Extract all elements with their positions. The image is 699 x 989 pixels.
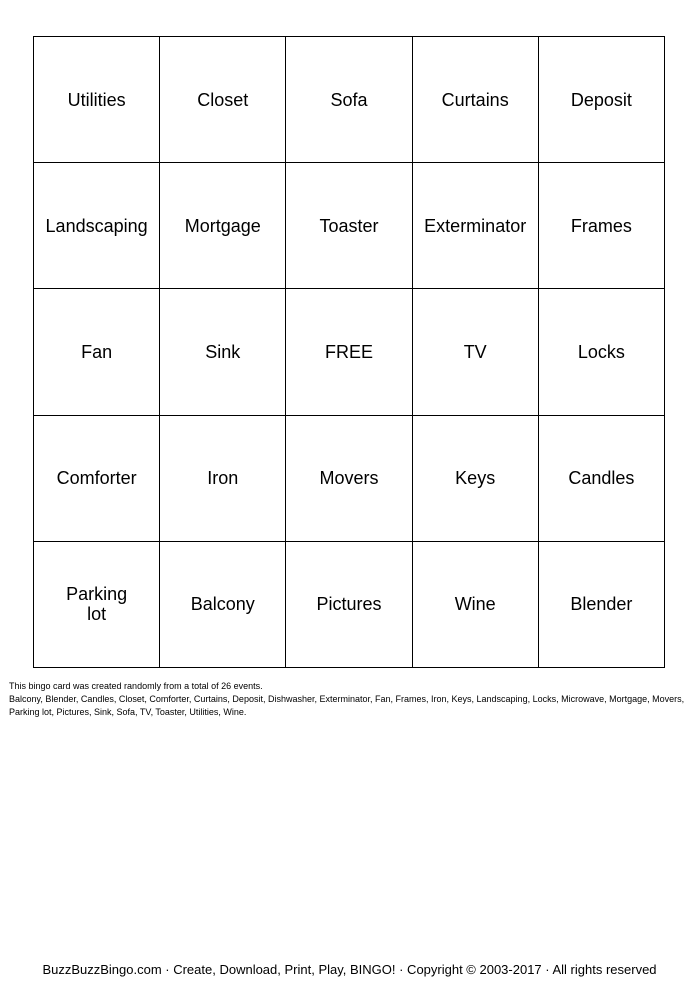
bingo-cell [286, 416, 412, 542]
cell-label: Iron [207, 468, 239, 489]
bingo-cell [413, 37, 539, 163]
cell-label: Sink [205, 341, 241, 362]
card-event-list: Balcony, Blender, Candles, Closet, Comforter, Curtains, Deposit, Dishwasher, Exterminator, Fan, Frames, Iron, Keys, Landscaping, Locks, Microwave, Mortgage, Movers, Parking lot, Pictures, Sink, Sofa, TV, Toaster, Utilities, Wine. [9, 694, 685, 717]
cell-label: Exterminator [424, 215, 527, 236]
bingo-cell [413, 416, 539, 542]
cell-label: FREE [324, 341, 373, 362]
cell-label: Curtains [441, 89, 509, 110]
bingo-cell [160, 37, 286, 163]
bingo-cell [34, 416, 160, 542]
cell-label: Utilities [67, 89, 126, 110]
cell-label: Keys [455, 468, 496, 489]
bingo-cell [539, 416, 665, 542]
bingo-cell [34, 37, 160, 163]
footer-credit: BuzzBuzzBingo.com · Create, Download, Print, Play, BINGO! · Copyright © 2003-2017 · All rights reserved [42, 962, 657, 977]
cell-label: Candles [568, 468, 635, 489]
bingo-cell [413, 542, 539, 668]
cell-label: Pictures [316, 594, 382, 615]
cell-label: Mortgage [184, 215, 261, 236]
bingo-cell [539, 37, 665, 163]
bingo-cell [160, 163, 286, 289]
bingo-cell [34, 542, 160, 668]
cell-label: Closet [197, 89, 249, 110]
cell-label: TV [463, 341, 487, 362]
bingo-cell [413, 163, 539, 289]
bingo-cell [160, 289, 286, 415]
bingo-cell [413, 289, 539, 415]
cell-label: Movers [319, 468, 379, 489]
bingo-cell [539, 542, 665, 668]
bingo-cell [286, 542, 412, 668]
bingo-cell [286, 37, 412, 163]
cell-label: Toaster [319, 215, 379, 236]
bingo-cell [539, 163, 665, 289]
cell-label: Deposit [570, 89, 632, 110]
cell-label: Blender [570, 594, 633, 615]
bingo-cell [539, 289, 665, 415]
cell-label: Landscaping [45, 215, 148, 236]
cell-label: Sofa [330, 89, 368, 110]
cell-label: Parking lot [66, 584, 128, 625]
bingo-cell [160, 416, 286, 542]
bingo-cell [34, 163, 160, 289]
bingo-cell [286, 163, 412, 289]
cell-label: Locks [577, 341, 625, 362]
cell-label: Fan [81, 341, 113, 362]
bingo-cell-free [286, 289, 412, 415]
card-info-intro: This bingo card was created randomly from a total of 26 events. [9, 681, 263, 691]
cell-label: Balcony [190, 594, 255, 615]
bingo-card-grid [33, 36, 665, 668]
bingo-cell [160, 542, 286, 668]
cell-label: Comforter [56, 468, 137, 489]
bingo-cell [34, 289, 160, 415]
card-info [9, 680, 691, 719]
cell-label: Wine [454, 594, 496, 615]
cell-label: Frames [570, 215, 632, 236]
